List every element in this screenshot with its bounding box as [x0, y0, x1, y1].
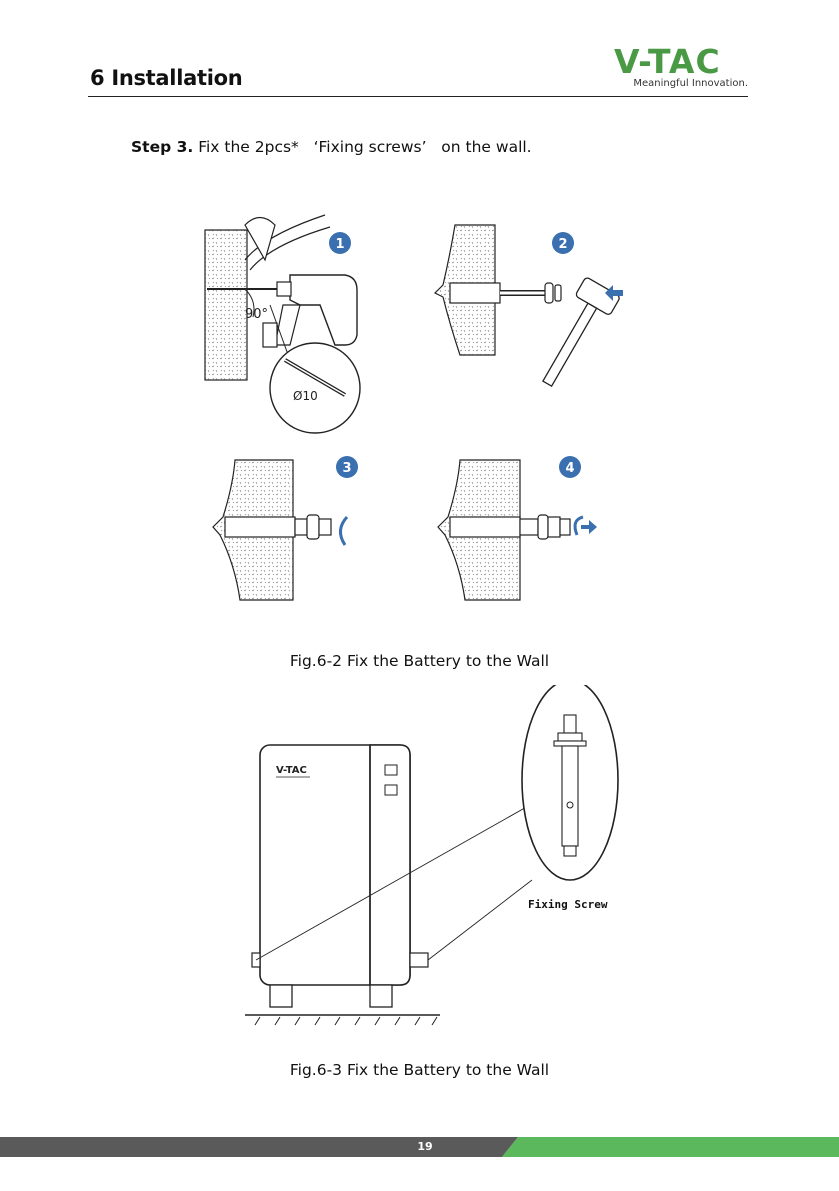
panel-hammer — [435, 225, 623, 394]
figure-anchor-install-steps — [195, 205, 635, 605]
figure-caption-2: Fig.6-3 Fix the Battery to the Wall — [289, 1061, 550, 1079]
figure-battery-wall — [240, 685, 620, 1035]
page-number: 19 — [417, 1140, 433, 1153]
step-badge-1: 1 — [335, 237, 345, 252]
step-label: Step 3. — [131, 138, 194, 156]
step-instruction — [131, 138, 532, 156]
step-badge-2: 2 — [558, 237, 568, 252]
figure-caption-1: Fig.6-2 Fix the Battery to the Wall — [289, 652, 550, 670]
angle-label: 90° — [245, 307, 269, 322]
step-badge-3: 3 — [342, 461, 352, 476]
panel-tighten — [213, 456, 358, 600]
page-section-title: 6 Installation — [90, 66, 243, 90]
brand-name: V-TAC — [614, 42, 721, 81]
panel-secure — [438, 456, 597, 600]
step-text: Fix the 2pcs* ‘Fixing screws’ on the wall. — [198, 138, 532, 156]
step-badge-4: 4 — [565, 461, 575, 476]
header-divider — [88, 96, 748, 97]
panel-drill — [205, 215, 360, 433]
cabinet-logo: V-TAC — [276, 765, 307, 776]
brand-tagline: Meaningful Innovation. — [633, 78, 748, 89]
brand-logo — [612, 42, 748, 90]
fixing-screw-label: Fixing Screw — [528, 898, 608, 911]
drill-size-label: Ø10 — [293, 389, 318, 403]
